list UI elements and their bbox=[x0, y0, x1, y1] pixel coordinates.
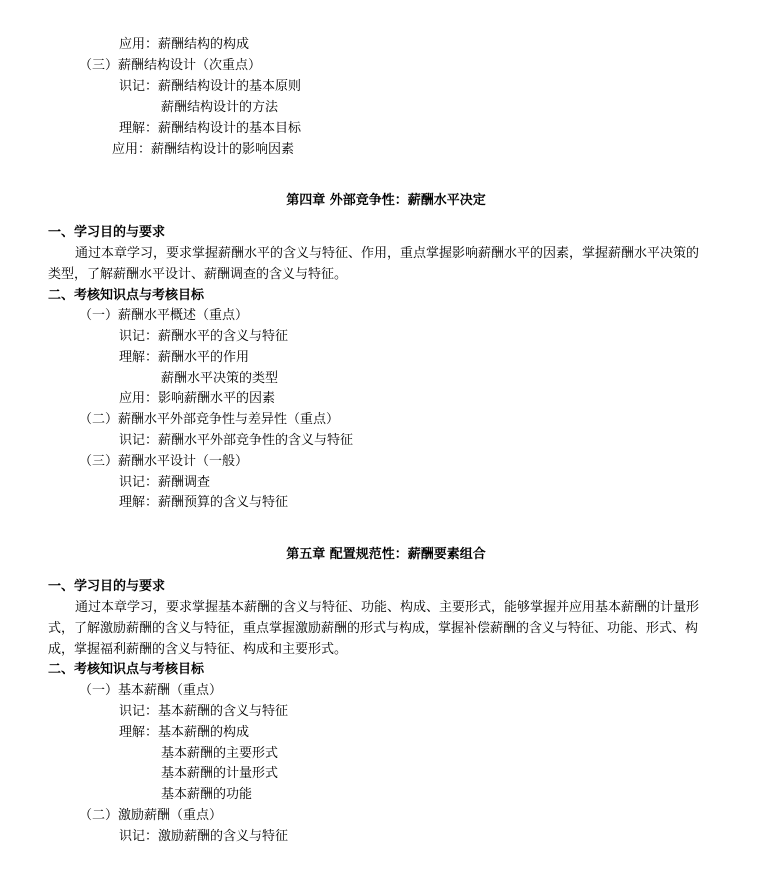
outline-section-1: （一）基本薪酬（重点） bbox=[79, 683, 223, 698]
paragraph-line: 式，了解激励薪酬的含义与特征，重点掌握激励薪酬的形式与构成，掌握补偿薪酬的含义与特征、功能、形式、构 bbox=[48, 621, 699, 636]
chapter-4-title: 第四章 外部竞争性：薪酬水平决定 bbox=[286, 193, 486, 208]
section-heading: 一、学习目的与要求 bbox=[48, 225, 166, 240]
outline-line: 应用：影响薪酬水平的因素 bbox=[119, 391, 276, 406]
outline-line: 基本薪酬的主要形式 bbox=[161, 746, 279, 761]
outline-line: 理解：薪酬预算的含义与特征 bbox=[119, 495, 289, 510]
outline-line: 识记：基本薪酬的含义与特征 bbox=[119, 704, 289, 719]
outline-line: 识记：薪酬水平的含义与特征 bbox=[119, 329, 289, 344]
outline-line: 基本薪酬的功能 bbox=[161, 787, 253, 802]
paragraph-line: 通过本章学习，要求掌握薪酬水平的含义与特征、作用，重点掌握影响薪酬水平的因素，掌握薪酬水平决策的 bbox=[75, 246, 700, 261]
chapter-5-title: 第五章 配置规范性：薪酬要素组合 bbox=[286, 547, 486, 562]
outline-line: 应用：薪酬结构设计的影响因素 bbox=[112, 142, 295, 157]
outline-line: 薪酬水平决策的类型 bbox=[161, 371, 279, 386]
outline-line: 基本薪酬的计量形式 bbox=[161, 766, 279, 781]
outline-line: 识记：薪酬调查 bbox=[119, 475, 211, 490]
outline-section-2: （二）薪酬水平外部竞争性与差异性（重点） bbox=[79, 412, 340, 427]
outline-line: 薪酬结构设计的方法 bbox=[161, 100, 279, 115]
paragraph-line: 通过本章学习，要求掌握基本薪酬的含义与特征、功能、构成、主要形式，能够掌握并应用基本薪酬的计量形 bbox=[75, 600, 700, 615]
paragraph-line: 成，掌握福利薪酬的含义与特征、构成和主要形式。 bbox=[48, 642, 348, 657]
outline-line: 识记：薪酬水平外部竞争性的含义与特征 bbox=[119, 433, 354, 448]
outline-line: 理解：基本薪酬的构成 bbox=[119, 725, 250, 740]
outline-section-2: （二）激励薪酬（重点） bbox=[79, 808, 223, 823]
outline-section-3: （三）薪酬水平设计（一般） bbox=[79, 454, 249, 469]
section-heading: 一、学习目的与要求 bbox=[48, 579, 166, 594]
outline-section-1: （一）薪酬水平概述（重点） bbox=[79, 308, 249, 323]
outline-line: 应用：薪酬结构的构成 bbox=[119, 37, 250, 52]
section-heading: 二、考核知识点与考核目标 bbox=[48, 662, 205, 677]
outline-line: 识记：激励薪酬的含义与特征 bbox=[119, 829, 289, 844]
paragraph-line: 类型，了解薪酬水平设计、薪酬调查的含义与特征。 bbox=[48, 267, 348, 282]
outline-line: 识记：薪酬结构设计的基本原则 bbox=[119, 79, 302, 94]
outline-line: 理解：薪酬结构设计的基本目标 bbox=[119, 121, 302, 136]
outline-line: 理解：薪酬水平的作用 bbox=[119, 350, 250, 365]
section-heading: 二、考核知识点与考核目标 bbox=[48, 288, 205, 303]
outline-section-3: （三）薪酬结构设计（次重点） bbox=[79, 58, 262, 73]
